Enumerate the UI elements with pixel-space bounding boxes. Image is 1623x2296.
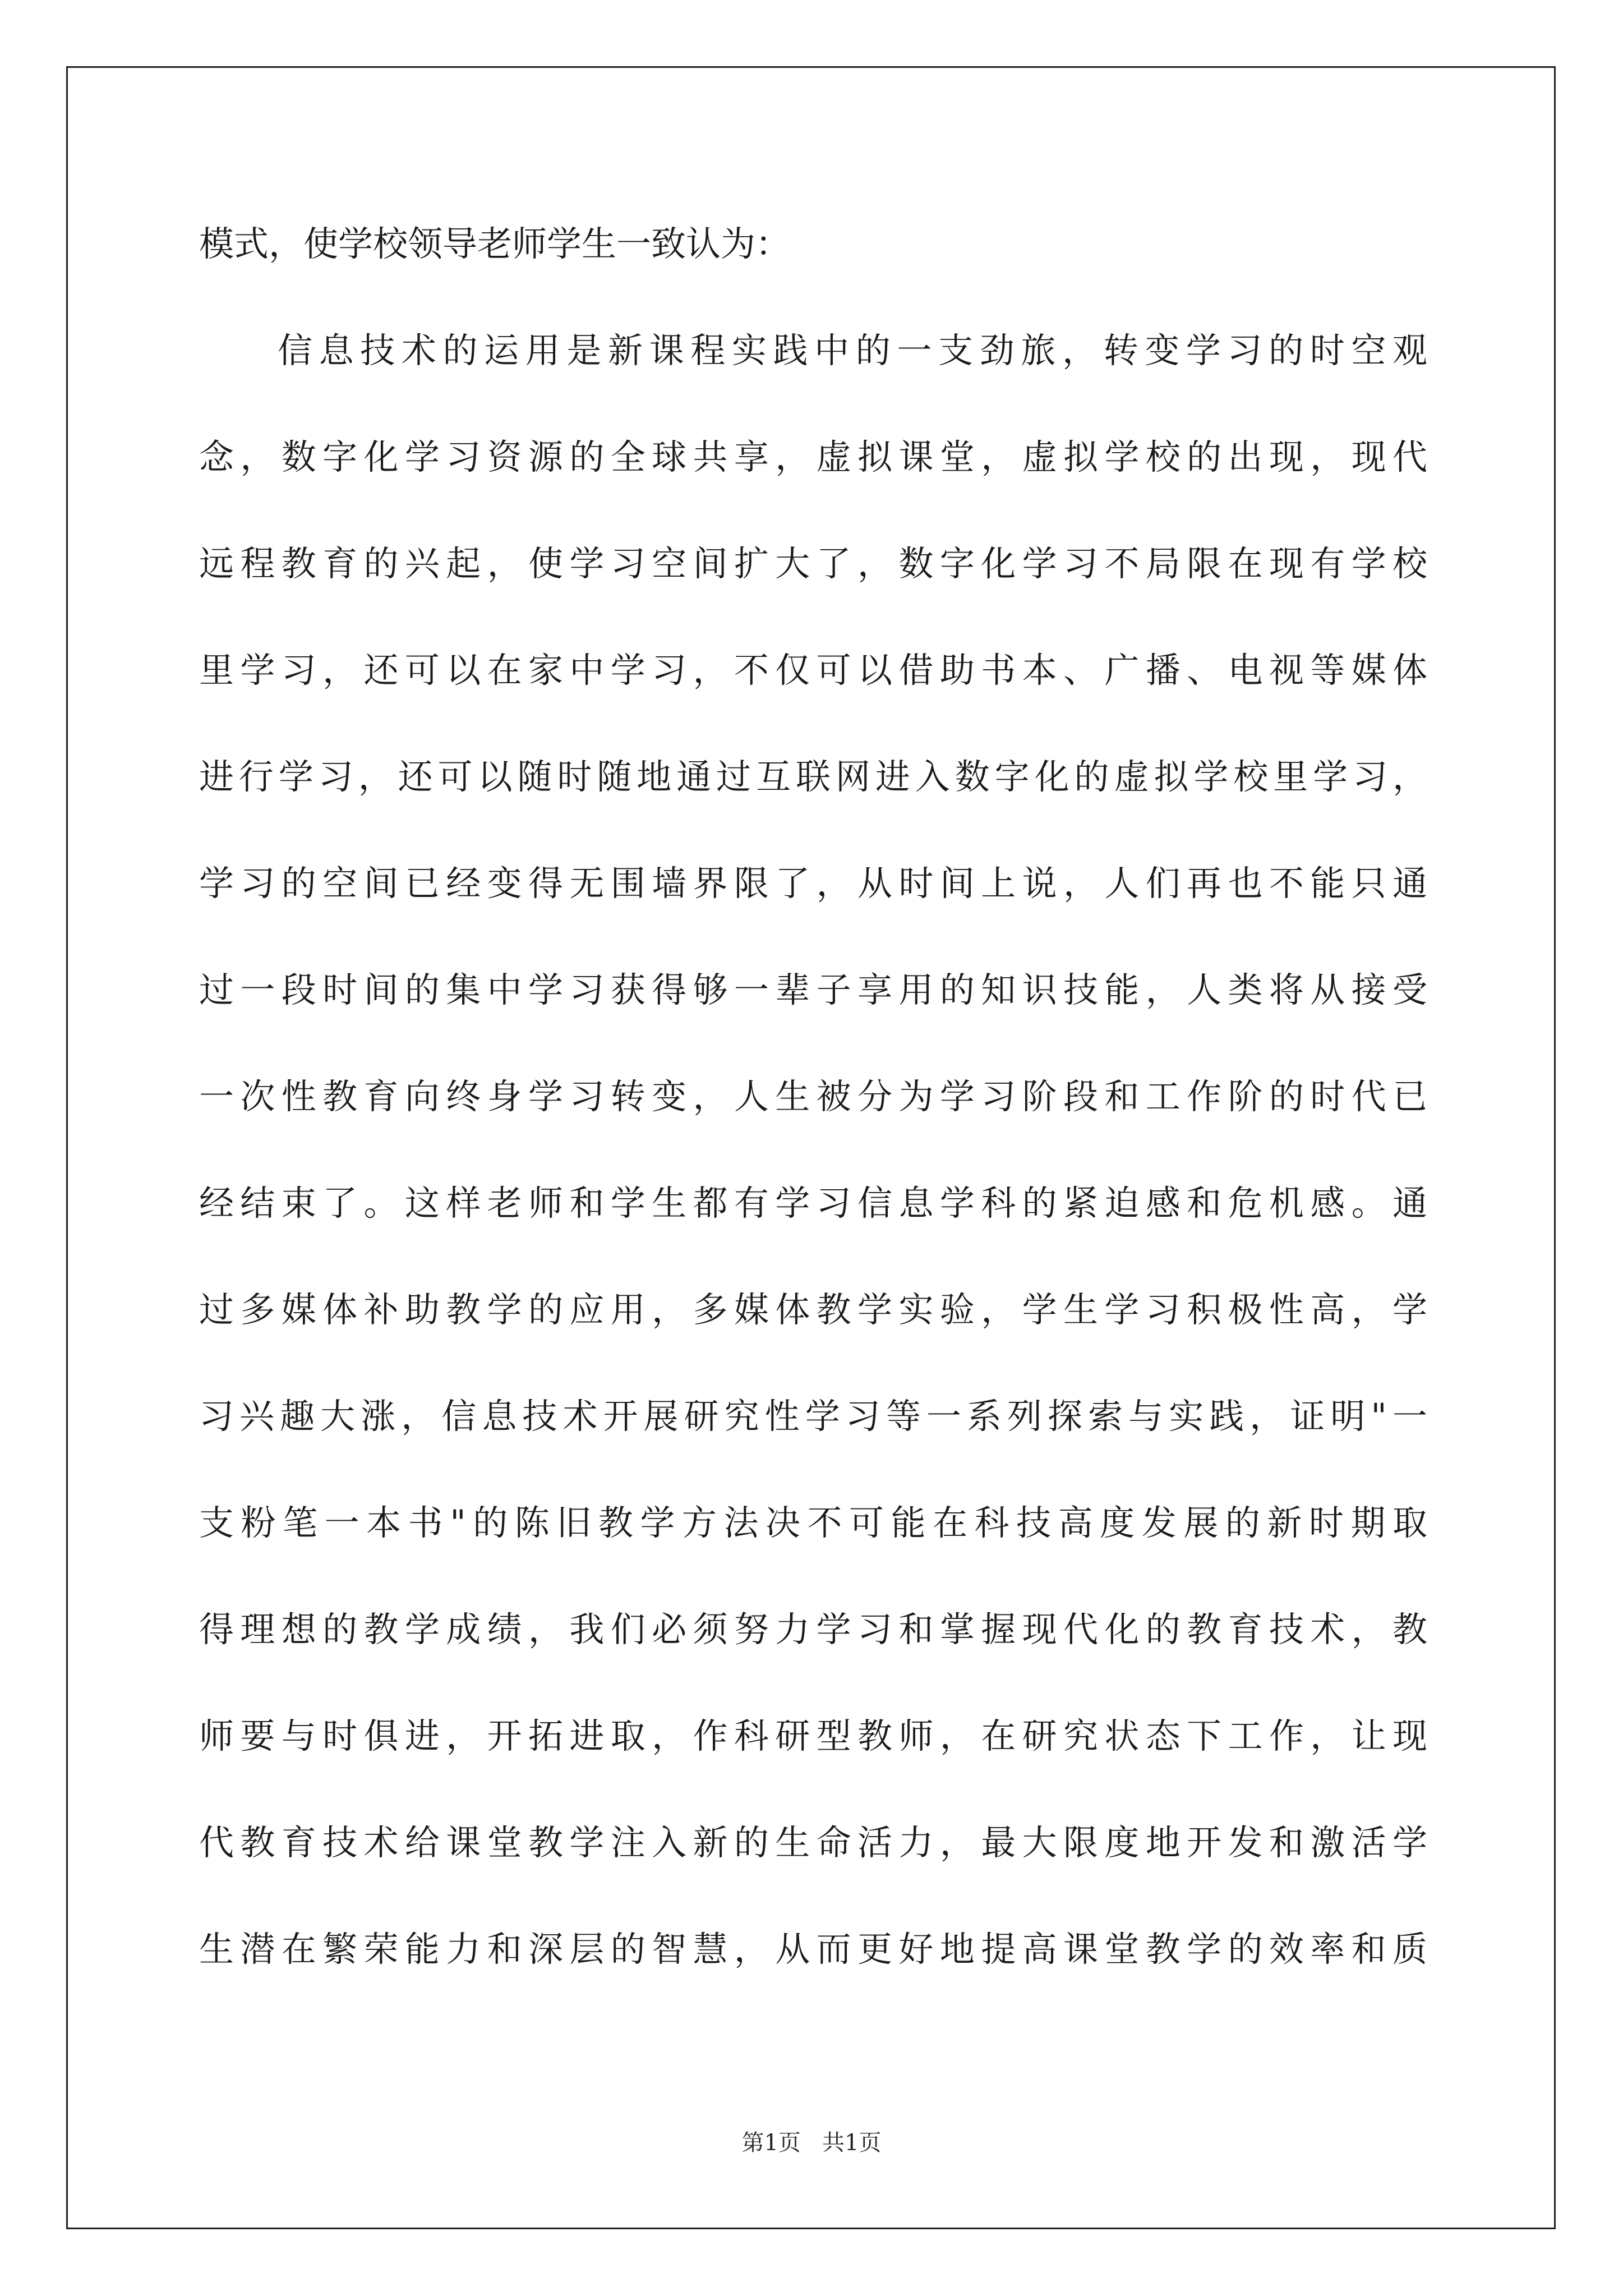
text-line-4: 远程教育的兴起，使学习空间扩大了，数字化学习不局限在现有学校 — [199, 543, 1427, 584]
text-line-5: 里学习，还可以在家中学习，不仅可以借助书本、广播、电视等媒体 — [199, 650, 1427, 691]
text-line-12: 习兴趣大涨，信息技术开展研究性学习等一系列探索与实践，证明"一 — [199, 1396, 1427, 1437]
text-line-15: 师要与时俱进，开拓进取，作科研型教师，在研究状态下工作，让现 — [199, 1715, 1427, 1756]
page-number-footer: 第1页 共1页 — [741, 2130, 882, 2156]
text-line-7: 学习的空间已经变得无围墙界限了，从时间上说，人们再也不能只通 — [199, 863, 1427, 904]
text-line-10: 经结束了。这样老师和学生都有学习信息学科的紧迫感和危机感。通 — [199, 1182, 1427, 1223]
text-line-2: 信息技术的运用是新课程实践中的一支劲旅，转变学习的时空观 — [278, 330, 1427, 371]
text-line-3: 念，数字化学习资源的全球共享，虚拟课堂，虚拟学校的出现，现代 — [199, 436, 1427, 477]
text-line-1: 模式，使学校领导老师学生一致认为： — [199, 223, 791, 264]
text-line-11: 过多媒体补助教学的应用，多媒体教学实验，学生学习积极性高，学 — [199, 1289, 1427, 1330]
text-line-14: 得理想的教学成绩，我们必须努力学习和掌握现代化的教育技术，教 — [199, 1609, 1427, 1650]
text-line-16: 代教育技术给课堂教学注入新的生命活力，最大限度地开发和激活学 — [199, 1822, 1427, 1863]
text-line-8: 过一段时间的集中学习获得够一辈子享用的知识技能，人类将从接受 — [199, 969, 1427, 1010]
text-line-9: 一次性教育向终身学习转变，人生被分为学习阶段和工作阶的时代已 — [199, 1076, 1427, 1117]
text-line-13: 支粉笔一本书"的陈旧教学方法决不可能在科技高度发展的新时期取 — [199, 1502, 1427, 1543]
text-line-17: 生潜在繁荣能力和深层的智慧，从而更好地提高课堂教学的效率和质 — [199, 1929, 1427, 1970]
text-line-6: 进行学习，还可以随时随地通过互联网进入数字化的虚拟学校里学习， — [199, 756, 1427, 797]
document-body — [199, 222, 1427, 2033]
